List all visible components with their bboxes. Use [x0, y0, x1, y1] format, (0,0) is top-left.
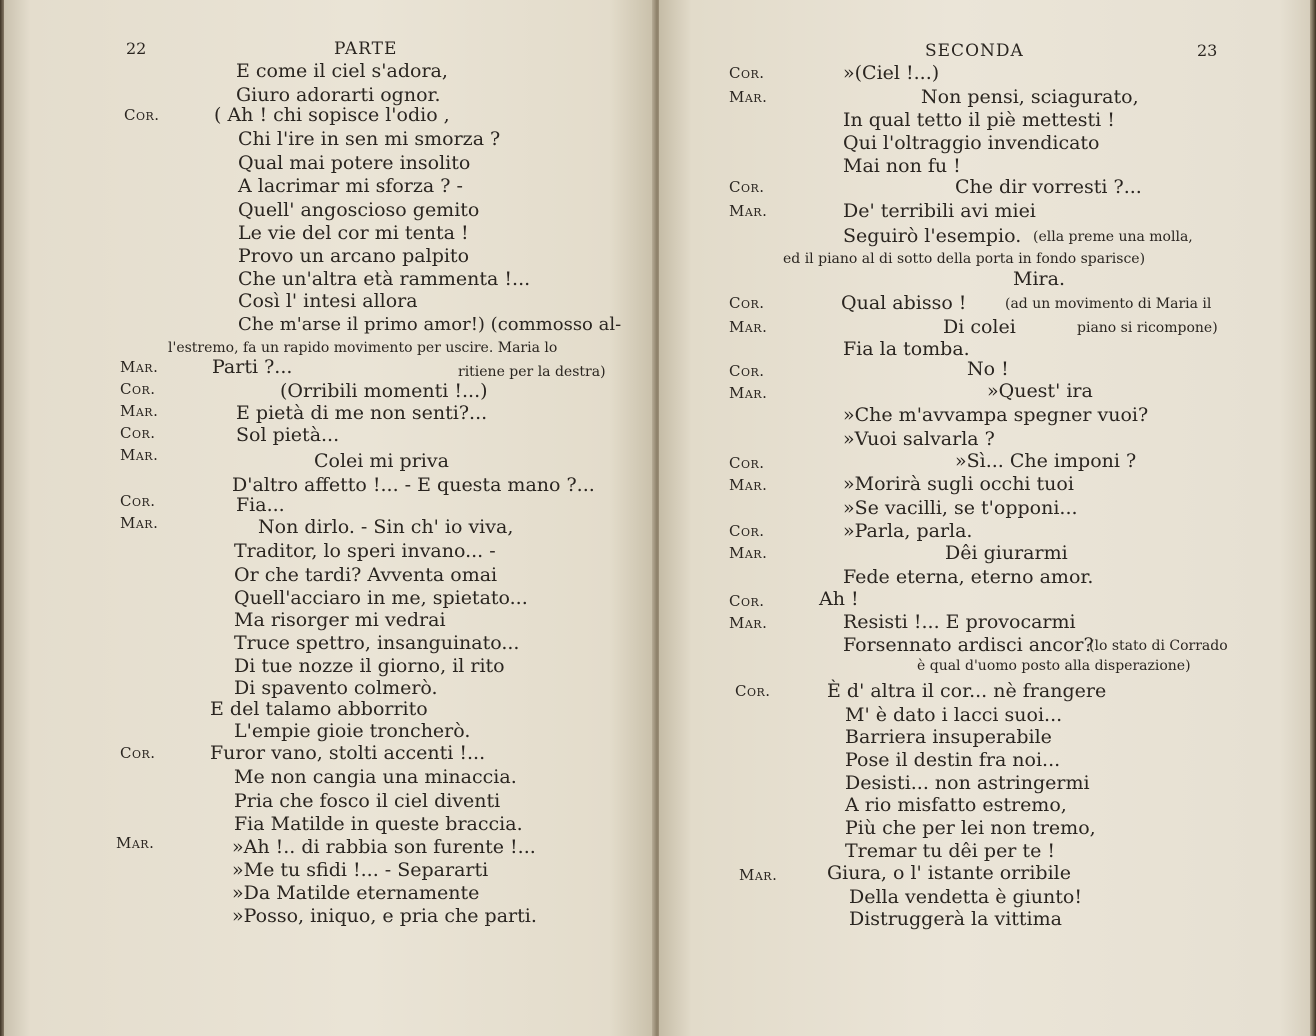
verse-line: Mira.	[1013, 268, 1065, 290]
speaker-label: Cor.	[729, 64, 765, 82]
verse-line: »Vuoi salvarla ?	[843, 428, 995, 450]
verse-line: Forsennato ardisci ancor?	[843, 634, 1094, 656]
verse-line: Fede eterna, eterno amor.	[843, 566, 1094, 588]
verse-line: Quell'acciaro in me, spietato...	[234, 587, 528, 609]
verse-line: L'empie gioie troncherò.	[234, 720, 471, 742]
speaker-label: Cor.	[120, 492, 156, 510]
speaker-label: Mar.	[739, 866, 778, 884]
running-head: PARTE	[334, 39, 398, 59]
verse-line: Quell' angoscioso gemito	[238, 199, 480, 221]
verse-line: Or che tardi? Avventa omai	[234, 564, 498, 586]
verse-line: Di colei	[943, 316, 1016, 338]
speaker-label: Mar.	[120, 402, 159, 420]
stage-direction: è qual d'uomo posto alla disperazione)	[917, 658, 1191, 674]
verse-line: Qui l'oltraggio invendicato	[843, 132, 1100, 154]
verse-line: Furor vano, stolti accenti !...	[210, 742, 486, 764]
running-head: SECONDA	[925, 41, 1024, 61]
verse-line: Mai non fu !	[843, 155, 961, 177]
speaker-label: Mar.	[729, 88, 768, 106]
verse-line: Più che per lei non tremo,	[845, 817, 1096, 839]
verse-line: Che un'altra età rammenta !...	[238, 268, 531, 290]
speaker-label: Mar.	[729, 384, 768, 402]
speaker-label: Cor.	[729, 592, 765, 610]
verse-line: Non pensi, sciagurato,	[921, 86, 1139, 108]
speaker-label: Cor.	[729, 522, 765, 540]
verse-line: Fia la tomba.	[843, 338, 970, 360]
verse-line: No !	[967, 358, 1009, 380]
verse-line: Pria che fosco il ciel diventi	[234, 790, 501, 812]
speaker-label: Cor.	[729, 454, 765, 472]
verse-line: »Sì... Che imponi ?	[955, 450, 1137, 472]
verse-line: ( Ah ! chi sopisce l'odio ,	[214, 104, 450, 126]
verse-line: Fia Matilde in queste braccia.	[234, 813, 523, 835]
verse-line: Fia...	[236, 494, 285, 516]
speaker-label: Mar.	[729, 544, 768, 562]
verse-line: È d' altra il cor... nè frangere	[827, 680, 1107, 702]
stage-direction: (ad un movimento di Maria il	[1005, 296, 1212, 312]
verse-line: Me non cangia una minaccia.	[234, 766, 517, 788]
speaker-label: Mar.	[120, 358, 159, 376]
verse-line: (Orribili momenti !...)	[280, 380, 488, 402]
verse-line: E come il ciel s'adora,	[236, 60, 448, 82]
verse-line: »Parla, parla.	[843, 520, 973, 542]
stage-direction: piano si ricompone)	[1077, 320, 1218, 336]
verse-line: Pose il destin fra noi...	[845, 749, 1061, 771]
page-number: 23	[1197, 41, 1218, 60]
stage-direction: ed il piano al di sotto della porta in fondo sparisce)	[783, 251, 1146, 267]
speaker-label: Cor.	[735, 682, 771, 700]
left-page	[4, 0, 655, 1036]
verse-line: Qual abisso !	[841, 292, 967, 314]
speaker-label: Cor.	[124, 106, 160, 124]
speaker-label: Cor.	[120, 380, 156, 398]
verse-line: Di spavento colmerò.	[234, 677, 438, 699]
verse-line: Ma risorger mi vedrai	[234, 609, 446, 631]
speaker-label: Mar.	[120, 446, 159, 464]
verse-line: »Che m'avvampa spegner vuoi?	[843, 404, 1149, 426]
speaker-label: Cor.	[729, 294, 765, 312]
verse-line: »Me tu sfidi !... - Separarti	[232, 859, 489, 881]
verse-line: Non dirlo. - Sin ch' io viva,	[258, 516, 514, 538]
verse-line: »(Ciel !...)	[843, 62, 940, 84]
stage-direction: (lo stato di Corrado	[1089, 638, 1228, 654]
verse-line: Di tue nozze il giorno, il rito	[234, 655, 505, 677]
verse-line: E pietà di me non senti?...	[236, 402, 488, 424]
verse-line: Qual mai potere insolito	[238, 152, 471, 174]
verse-line: Che dir vorresti ?...	[955, 176, 1142, 198]
speaker-label: Mar.	[116, 834, 155, 852]
verse-line: »Morirà sugli occhi tuoi	[843, 473, 1074, 495]
verse-line: »Ah !.. di rabbia son furente !...	[232, 836, 536, 858]
verse-line: Sol pietà...	[236, 424, 340, 446]
verse-line: »Se vacilli, se t'opponi...	[843, 497, 1078, 519]
verse-line: Distruggerà la vittima	[849, 908, 1062, 930]
verse-line: Provo un arcano palpito	[238, 245, 470, 267]
speaker-label: Cor.	[120, 744, 156, 762]
verse-line: Parti ?...	[212, 356, 293, 378]
verse-line: D'altro affetto !... - E questa mano ?...	[232, 474, 595, 496]
verse-line: Ah !	[819, 588, 859, 610]
verse-line: Dêi giurarmi	[945, 542, 1068, 564]
speaker-label: Cor.	[729, 178, 765, 196]
verse-line: Colei mi priva	[314, 450, 449, 472]
verse-line: »Quest' ira	[987, 380, 1093, 402]
verse-line: A rio misfatto estremo,	[845, 794, 1067, 816]
verse-line: Giuro adorarti ognor.	[236, 84, 441, 106]
stage-direction: (ella preme una molla,	[1033, 229, 1193, 245]
stage-direction: l'estremo, fa un rapido movimento per uscire. Maria lo	[168, 340, 558, 356]
speaker-label: Mar.	[120, 514, 159, 532]
verse-line: Così l' intesi allora	[238, 290, 418, 312]
verse-line: De' terribili avi miei	[843, 200, 1036, 222]
verse-line: Che m'arse il primo amor!) (commosso al-	[238, 314, 622, 335]
book-edge-right	[1310, 0, 1316, 1036]
verse-line: Tremar tu dêi per te !	[845, 840, 1055, 862]
speaker-label: Cor.	[120, 424, 156, 442]
verse-line: A lacrimar mi sforza ? -	[238, 175, 463, 197]
verse-line: Barriera insuperabile	[845, 726, 1052, 748]
verse-line: Truce spettro, insanguinato...	[234, 632, 520, 654]
verse-line: Della vendetta è giunto!	[849, 886, 1082, 908]
verse-line: M' è dato i lacci suoi...	[845, 704, 1063, 726]
page-number: 22	[126, 39, 147, 58]
stage-direction: ritiene per la destra)	[458, 364, 606, 380]
verse-line: Seguirò l'esempio.	[843, 225, 1022, 247]
verse-line: Traditor, lo speri invano... -	[234, 540, 496, 562]
speaker-label: Mar.	[729, 614, 768, 632]
speaker-label: Mar.	[729, 476, 768, 494]
verse-line: Desisti... non astringermi	[845, 772, 1090, 794]
verse-line: Le vie del cor mi tenta !	[238, 222, 469, 244]
verse-line: Chi l'ire in sen mi smorza ?	[238, 128, 501, 150]
speaker-label: Mar.	[729, 318, 768, 336]
verse-line: »Da Matilde eternamente	[232, 882, 480, 904]
verse-line: E del talamo abborrito	[210, 698, 428, 720]
verse-line: Resisti !... E provocarmi	[843, 611, 1076, 633]
verse-line: Giura, o l' istante orribile	[827, 862, 1071, 884]
right-page	[659, 0, 1312, 1036]
verse-line: In qual tetto il piè mettesti !	[843, 109, 1115, 131]
speaker-label: Mar.	[729, 202, 768, 220]
speaker-label: Cor.	[729, 362, 765, 380]
verse-line: »Posso, iniquo, e pria che parti.	[232, 905, 537, 927]
